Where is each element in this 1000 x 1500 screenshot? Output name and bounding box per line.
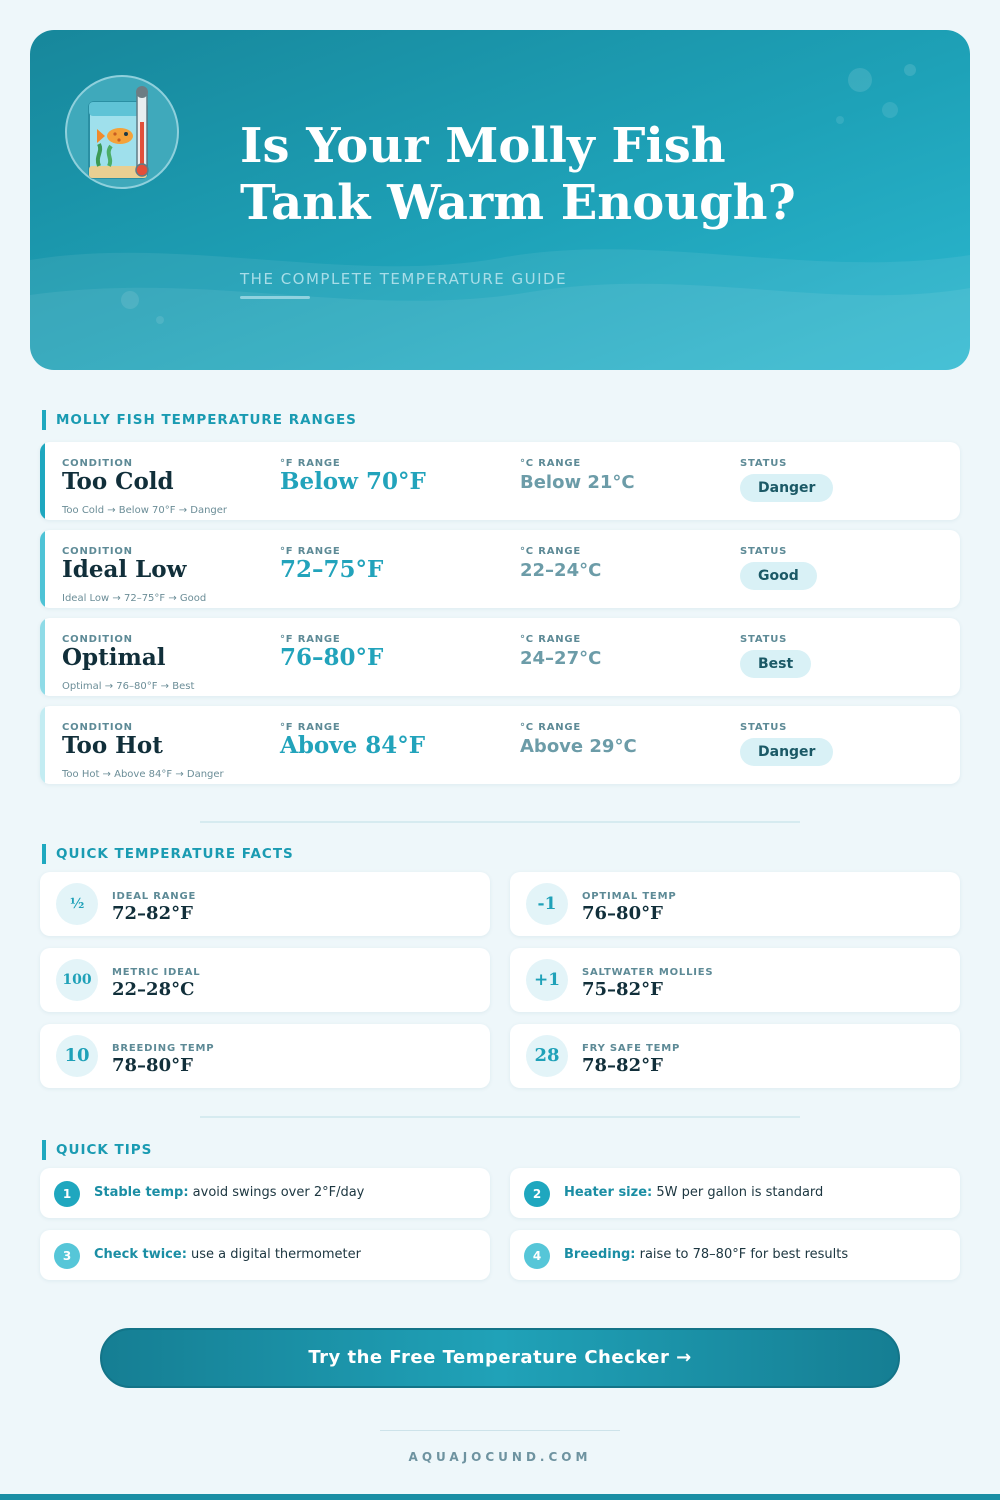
tip-card-breeding [510, 1230, 960, 1280]
fahrenheit-range: 76–80°F [280, 644, 384, 671]
f-range-label: °F RANGE [280, 458, 341, 469]
tip-body: use a digital thermometer [186, 1247, 361, 1262]
tip-card-stable-temp [40, 1168, 490, 1218]
condition-name: Ideal Low [62, 556, 187, 583]
fact-card-ideal-range [40, 872, 490, 936]
celsius-range: 24–27°C [520, 648, 602, 669]
hero-banner [30, 30, 970, 370]
row-accent [40, 618, 45, 696]
fact-icon: 28 [526, 1035, 568, 1077]
fact-icon: +1 [526, 959, 568, 1001]
f-range-label: °F RANGE [280, 634, 341, 645]
ranges-heading: MOLLY FISH TEMPERATURE RANGES [42, 410, 357, 430]
bottom-accent-bar [0, 1494, 1000, 1500]
fact-card-metric-ideal [40, 948, 490, 1012]
fact-value: 78–80°F [112, 1055, 193, 1076]
tip-text [564, 1185, 823, 1200]
tip-body: 5W per gallon is standard [652, 1185, 824, 1200]
fahrenheit-range: Above 84°F [280, 732, 426, 759]
subtitle-underline [240, 296, 310, 299]
tip-text [94, 1185, 364, 1200]
condition-label: CONDITION [62, 722, 133, 733]
condition-name: Optimal [62, 644, 166, 671]
condition-label: CONDITION [62, 634, 133, 645]
fact-label: OPTIMAL TEMP [582, 891, 677, 902]
aquarium-thermometer-icon [65, 70, 180, 200]
tip-number-badge: 4 [524, 1243, 550, 1269]
tip-card-check-twice [40, 1230, 490, 1280]
row-caption: Too Hot → Above 84°F → Danger [62, 769, 224, 780]
celsius-range: 22–24°C [520, 560, 602, 581]
page-title-line-2: Tank Warm Enough? [240, 175, 796, 231]
status-badge: Danger [740, 738, 833, 766]
row-accent [40, 706, 45, 784]
f-range-label: °F RANGE [280, 546, 341, 557]
tip-title: Check twice: [94, 1247, 187, 1262]
range-row-too-cold [40, 442, 960, 520]
fact-value: 78–82°F [582, 1055, 663, 1076]
tip-number-badge: 3 [54, 1243, 80, 1269]
fact-value: 75–82°F [582, 979, 663, 1000]
fahrenheit-range: Below 70°F [280, 468, 426, 495]
fact-label: IDEAL RANGE [112, 891, 197, 902]
fact-card-optimal-temp [510, 872, 960, 936]
fact-label: SALTWATER MOLLIES [582, 967, 714, 978]
fact-card-saltwater-mollies [510, 948, 960, 1012]
row-caption: Optimal → 76–80°F → Best [62, 681, 195, 692]
c-range-label: °C RANGE [520, 458, 582, 469]
tip-body: raise to 78–80°F for best results [635, 1247, 849, 1262]
page-title-line-1: Is Your Molly Fish [240, 118, 726, 174]
status-label: STATUS [740, 634, 788, 645]
status-badge: Good [740, 562, 817, 590]
condition-label: CONDITION [62, 546, 133, 557]
condition-name: Too Cold [62, 468, 174, 495]
page-title [240, 118, 880, 232]
fahrenheit-range: 72–75°F [280, 556, 384, 583]
temperature-checker-button[interactable]: Try the Free Temperature Checker → [100, 1328, 900, 1388]
fact-label: FRY SAFE TEMP [582, 1043, 681, 1054]
condition-name: Too Hot [62, 732, 163, 759]
fact-card-breeding-temp [40, 1024, 490, 1088]
tip-title: Breeding: [564, 1247, 636, 1262]
status-label: STATUS [740, 546, 788, 557]
celsius-range: Below 21°C [520, 472, 635, 493]
status-badge: Danger [740, 474, 833, 502]
status-label: STATUS [740, 458, 788, 469]
f-range-label: °F RANGE [280, 722, 341, 733]
fact-icon: 100 [56, 959, 98, 1001]
tip-text [564, 1247, 848, 1262]
fact-value: 22–28°C [112, 979, 195, 1000]
fact-label: METRIC IDEAL [112, 967, 201, 978]
page-subtitle: THE COMPLETE TEMPERATURE GUIDE [240, 270, 568, 288]
row-caption: Too Cold → Below 70°F → Danger [62, 505, 228, 516]
row-accent [40, 530, 45, 608]
tip-number-badge: 2 [524, 1181, 550, 1207]
range-row-too-hot [40, 706, 960, 784]
fact-icon: -1 [526, 883, 568, 925]
range-row-optimal [40, 618, 960, 696]
fact-card-fry-safe-temp [510, 1024, 960, 1088]
fact-icon: 10 [56, 1035, 98, 1077]
tip-card-heater-size [510, 1168, 960, 1218]
c-range-label: °C RANGE [520, 634, 582, 645]
range-row-ideal-low [40, 530, 960, 608]
status-badge: Best [740, 650, 811, 678]
c-range-label: °C RANGE [520, 546, 582, 557]
tip-text [94, 1247, 361, 1262]
fact-label: BREEDING TEMP [112, 1043, 215, 1054]
tips-heading: QUICK TIPS [42, 1140, 152, 1160]
section-divider [200, 1116, 800, 1118]
row-accent [40, 442, 45, 520]
tip-number-badge: 1 [54, 1181, 80, 1207]
c-range-label: °C RANGE [520, 722, 582, 733]
footer-site-link[interactable]: AQUAJOCUND.COM [408, 1450, 592, 1464]
celsius-range: Above 29°C [520, 736, 637, 757]
footer-divider [380, 1430, 620, 1431]
status-label: STATUS [740, 722, 788, 733]
row-caption: Ideal Low → 72–75°F → Good [62, 593, 207, 604]
condition-label: CONDITION [62, 458, 133, 469]
section-divider [200, 821, 800, 823]
tip-title: Stable temp: [94, 1185, 189, 1200]
fact-value: 76–80°F [582, 903, 663, 924]
fact-icon: ½ [56, 883, 98, 925]
tip-body: avoid swings over 2°F/day [188, 1185, 365, 1200]
facts-heading: QUICK TEMPERATURE FACTS [42, 844, 294, 864]
tip-title: Heater size: [564, 1185, 653, 1200]
fact-value: 72–82°F [112, 903, 193, 924]
